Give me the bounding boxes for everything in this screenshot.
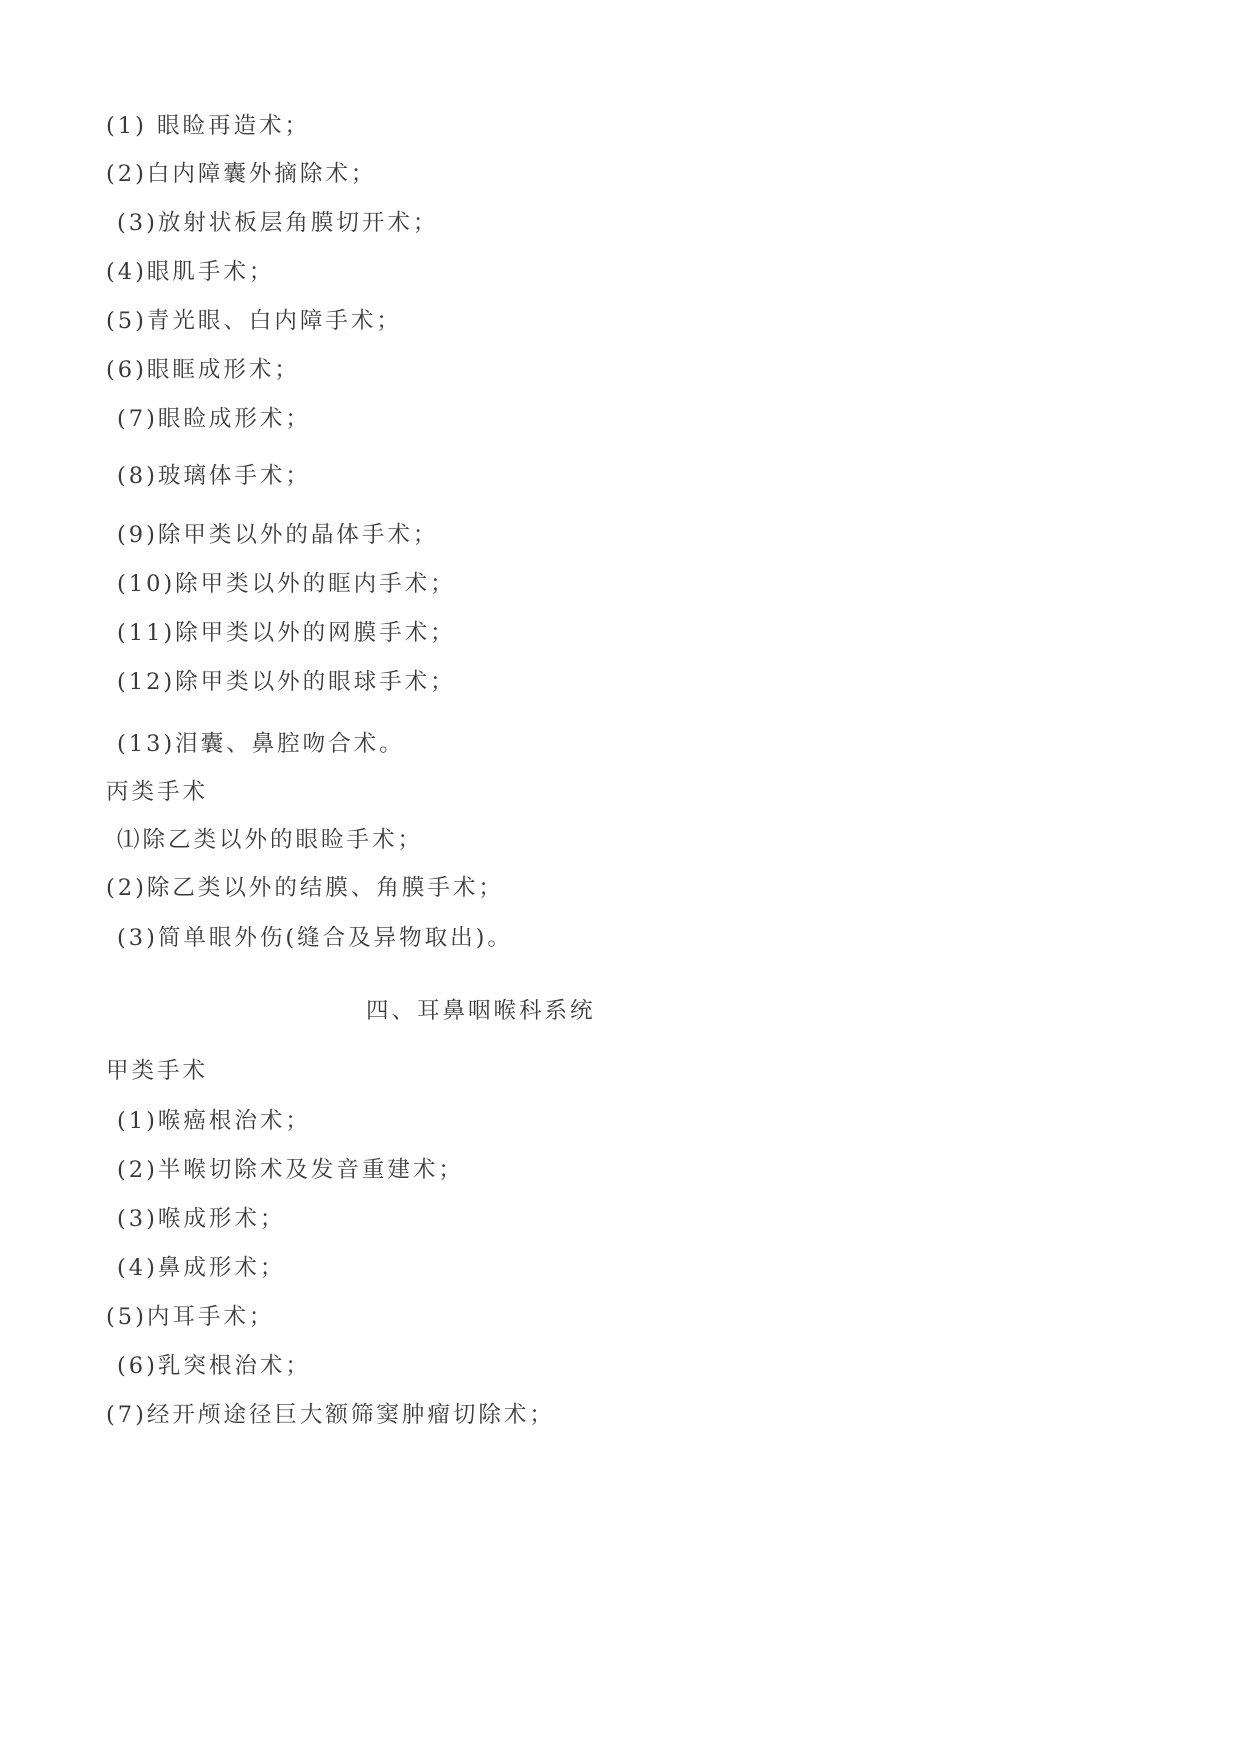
list-item: (9)除甲类以外的晶体手术； bbox=[117, 522, 439, 548]
list-item: (7)眼睑成形术； bbox=[117, 406, 311, 432]
list-item: (5)青光眼、白内障手术； bbox=[106, 308, 402, 334]
list-item: (11)除甲类以外的网膜手术； bbox=[117, 620, 456, 646]
list-item: (7)经开颅途径巨大额筛窦肿瘤切除术； bbox=[106, 1402, 555, 1428]
list-item: (1)喉癌根治术； bbox=[117, 1108, 311, 1134]
list-item: ⑴除乙类以外的眼睑手术； bbox=[117, 827, 424, 853]
list-item: (2)除乙类以外的结膜、角膜手术； bbox=[106, 875, 504, 901]
list-item: (4)鼻成形术； bbox=[117, 1255, 286, 1281]
list-item: (13)泪囊、鼻腔吻合术。 bbox=[117, 731, 405, 757]
list-item: (2)半喉切除术及发音重建术； bbox=[117, 1157, 464, 1183]
list-item: (4)眼肌手术； bbox=[106, 259, 275, 285]
list-item: (3)放射状板层角膜切开术； bbox=[117, 210, 439, 236]
list-item: (2)白内障囊外摘除术； bbox=[106, 161, 377, 187]
list-item: (8)玻璃体手术； bbox=[117, 463, 311, 489]
list-item: (5)内耳手术； bbox=[106, 1304, 275, 1330]
list-item: (1) 眼睑再造术； bbox=[106, 113, 311, 139]
list-item: (6)乳突根治术； bbox=[117, 1353, 311, 1379]
list-item: (3)喉成形术； bbox=[117, 1206, 286, 1232]
list-item: (10)除甲类以外的眶内手术； bbox=[117, 571, 456, 597]
list-item: (3)简单眼外伤(缝合及异物取出)。 bbox=[117, 925, 513, 951]
list-item: (12)除甲类以外的眼球手术； bbox=[117, 669, 456, 695]
list-item: (6)眼眶成形术； bbox=[106, 357, 300, 383]
section-heading: 甲类手术 bbox=[106, 1058, 209, 1084]
section-heading: 丙类手术 bbox=[106, 779, 209, 805]
chapter-title: 四、耳鼻咽喉科系统 bbox=[366, 998, 596, 1024]
